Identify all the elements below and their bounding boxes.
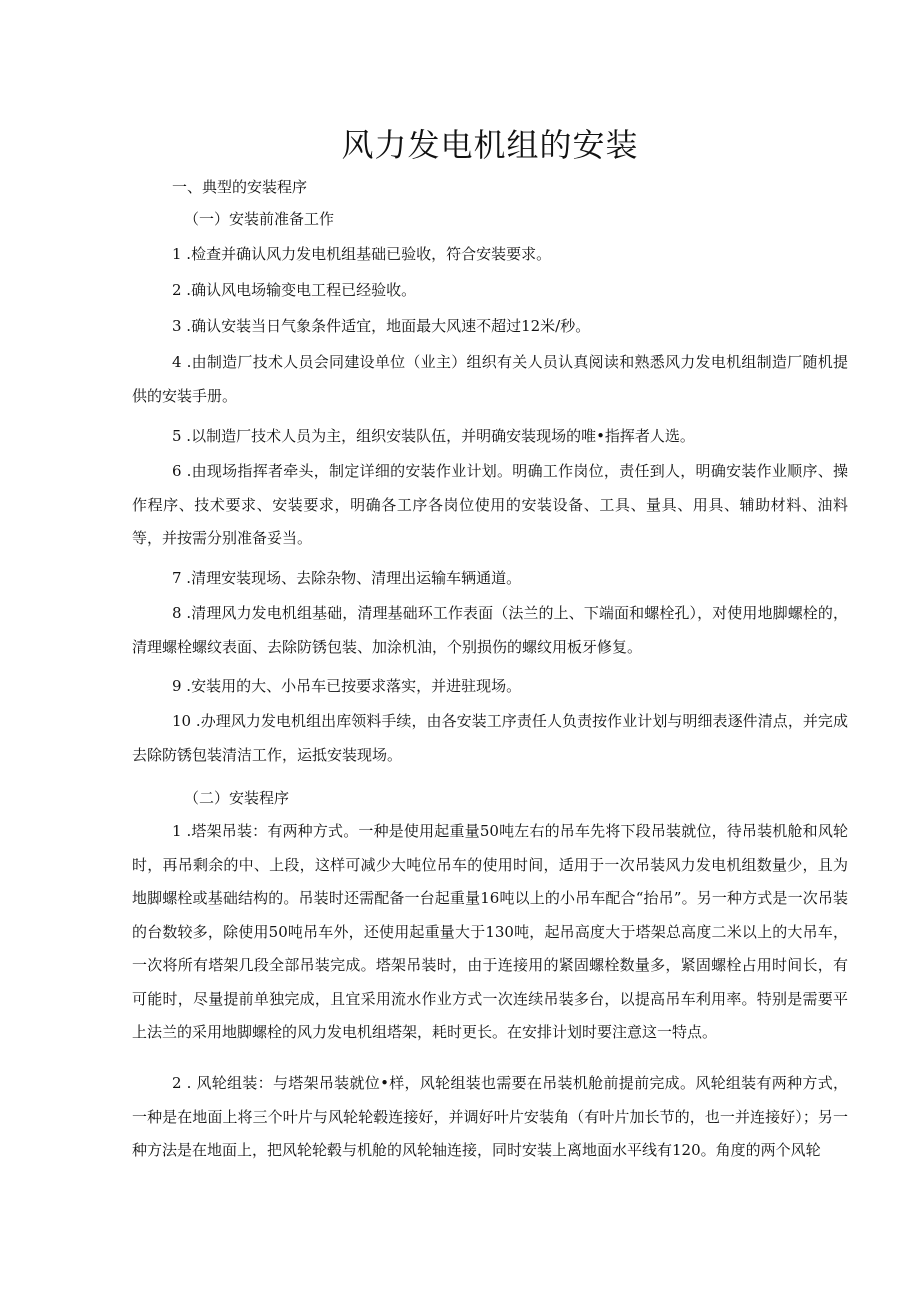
procedure-item-2: 2 . 风轮组装：与塔架吊装就位•样，风轮组装也需要在吊装机舱前提前完成。风轮组装有两种方式，一种是在地面上将三个叶片与风轮轮毂连接好，并调好叶片安装角（有叶片加长节的，也一并连接好）；另一种方法是在地面上，把风轮轮毂与机舱的风轮轴连接，同时安装上离地面水平线有120。角度的两个风轮 — [132, 1074, 848, 1159]
prep-item-8: 8 .清理风力发电机组基础，清理基础环工作表面（法兰的上、下端面和螺栓孔），对使用地脚螺栓的，清理螺栓螺纹表面、去除防锈包装、加涂机油，个别损伤的螺纹用板牙修复。 — [132, 604, 848, 656]
prep-item-7: 7 .清理安装现场、去除杂物、清理出运输车辆通道。 — [172, 569, 522, 587]
section-heading: 一、典型的安装程序 — [172, 178, 308, 196]
prep-item-5: 5 .以制造厂技术人员为主，组织安装队伍，并明确安装现场的唯•指挥者人选。 — [172, 427, 695, 445]
prep-item-10: 10 .办理风力发电机组出库领料手续，由各安装工序责任人负责按作业计划与明细表逐件清点，并完成去除防锈包装清洁工作，运抵安装现场。 — [132, 712, 848, 764]
prep-item-2: 2 .确认风电场输变电工程已经验收。 — [172, 281, 417, 299]
prep-item-1: 1 .检查并确认风力发电机组基础已验收，符合安装要求。 — [172, 245, 552, 263]
prep-item-3: 3 .确认安装当日气象条件适宜，地面最大风速不超过12米/秒。 — [172, 317, 591, 335]
document-title: 风力发电机组的安装 — [341, 126, 639, 164]
prep-item-9: 9 .安装用的大、小吊车已按要求落实，并进驻现场。 — [172, 677, 522, 695]
procedure-item-1: 1 .塔架吊装：有两种方式。一种是使用起重量50吨左右的吊车先将下段吊装就位，待吊装机舱和风轮时，再吊剩余的中、上段，这样可减少大吨位吊车的使用时间，适用于一次吊装风力发电机组数量少，且为地脚螺栓或基础结构的。吊装时还需配备一台起重量16吨以上的小吊车配合“抬吊”。另一种方式是一次吊装的台数较多，除使用50吨吊车外，还使用起重量大于130吨，起吊高度大于塔架总高度二米以上的大吊车，一次将所有塔架几段全部吊装完成。塔架吊装时，由于连接用的紧固螺栓数量多，紧固螺栓占用时间长，有可能时，尽量提前单独完成，且宜采用流水作业方式一次连续吊装多台，以提高吊车利用率。特别是需要平上法兰的采用地脚螺栓的风力发电机组塔架，耗时更长。在安排计划时要注意这一特点。 — [132, 822, 848, 1041]
subsection-heading: （二）安装程序 — [184, 789, 290, 807]
prep-item-4: 4 .由制造厂技术人员会同建设单位（业主）组织有关人员认真阅读和熟悉风力发电机组制造厂随机提供的安装手册。 — [132, 353, 848, 405]
subsection-heading: （一）安装前准备工作 — [184, 210, 335, 228]
prep-item-6: 6 .由现场指挥者牵头，制定详细的安装作业计划。明确工作岗位，责任到人，明确安装作业顺序、操作程序、技术要求、安装要求，明确各工序各岗位使用的安装设备、工具、量具、用具、辅助材料、油料等，并按需分别准备妥当。 — [132, 462, 848, 547]
